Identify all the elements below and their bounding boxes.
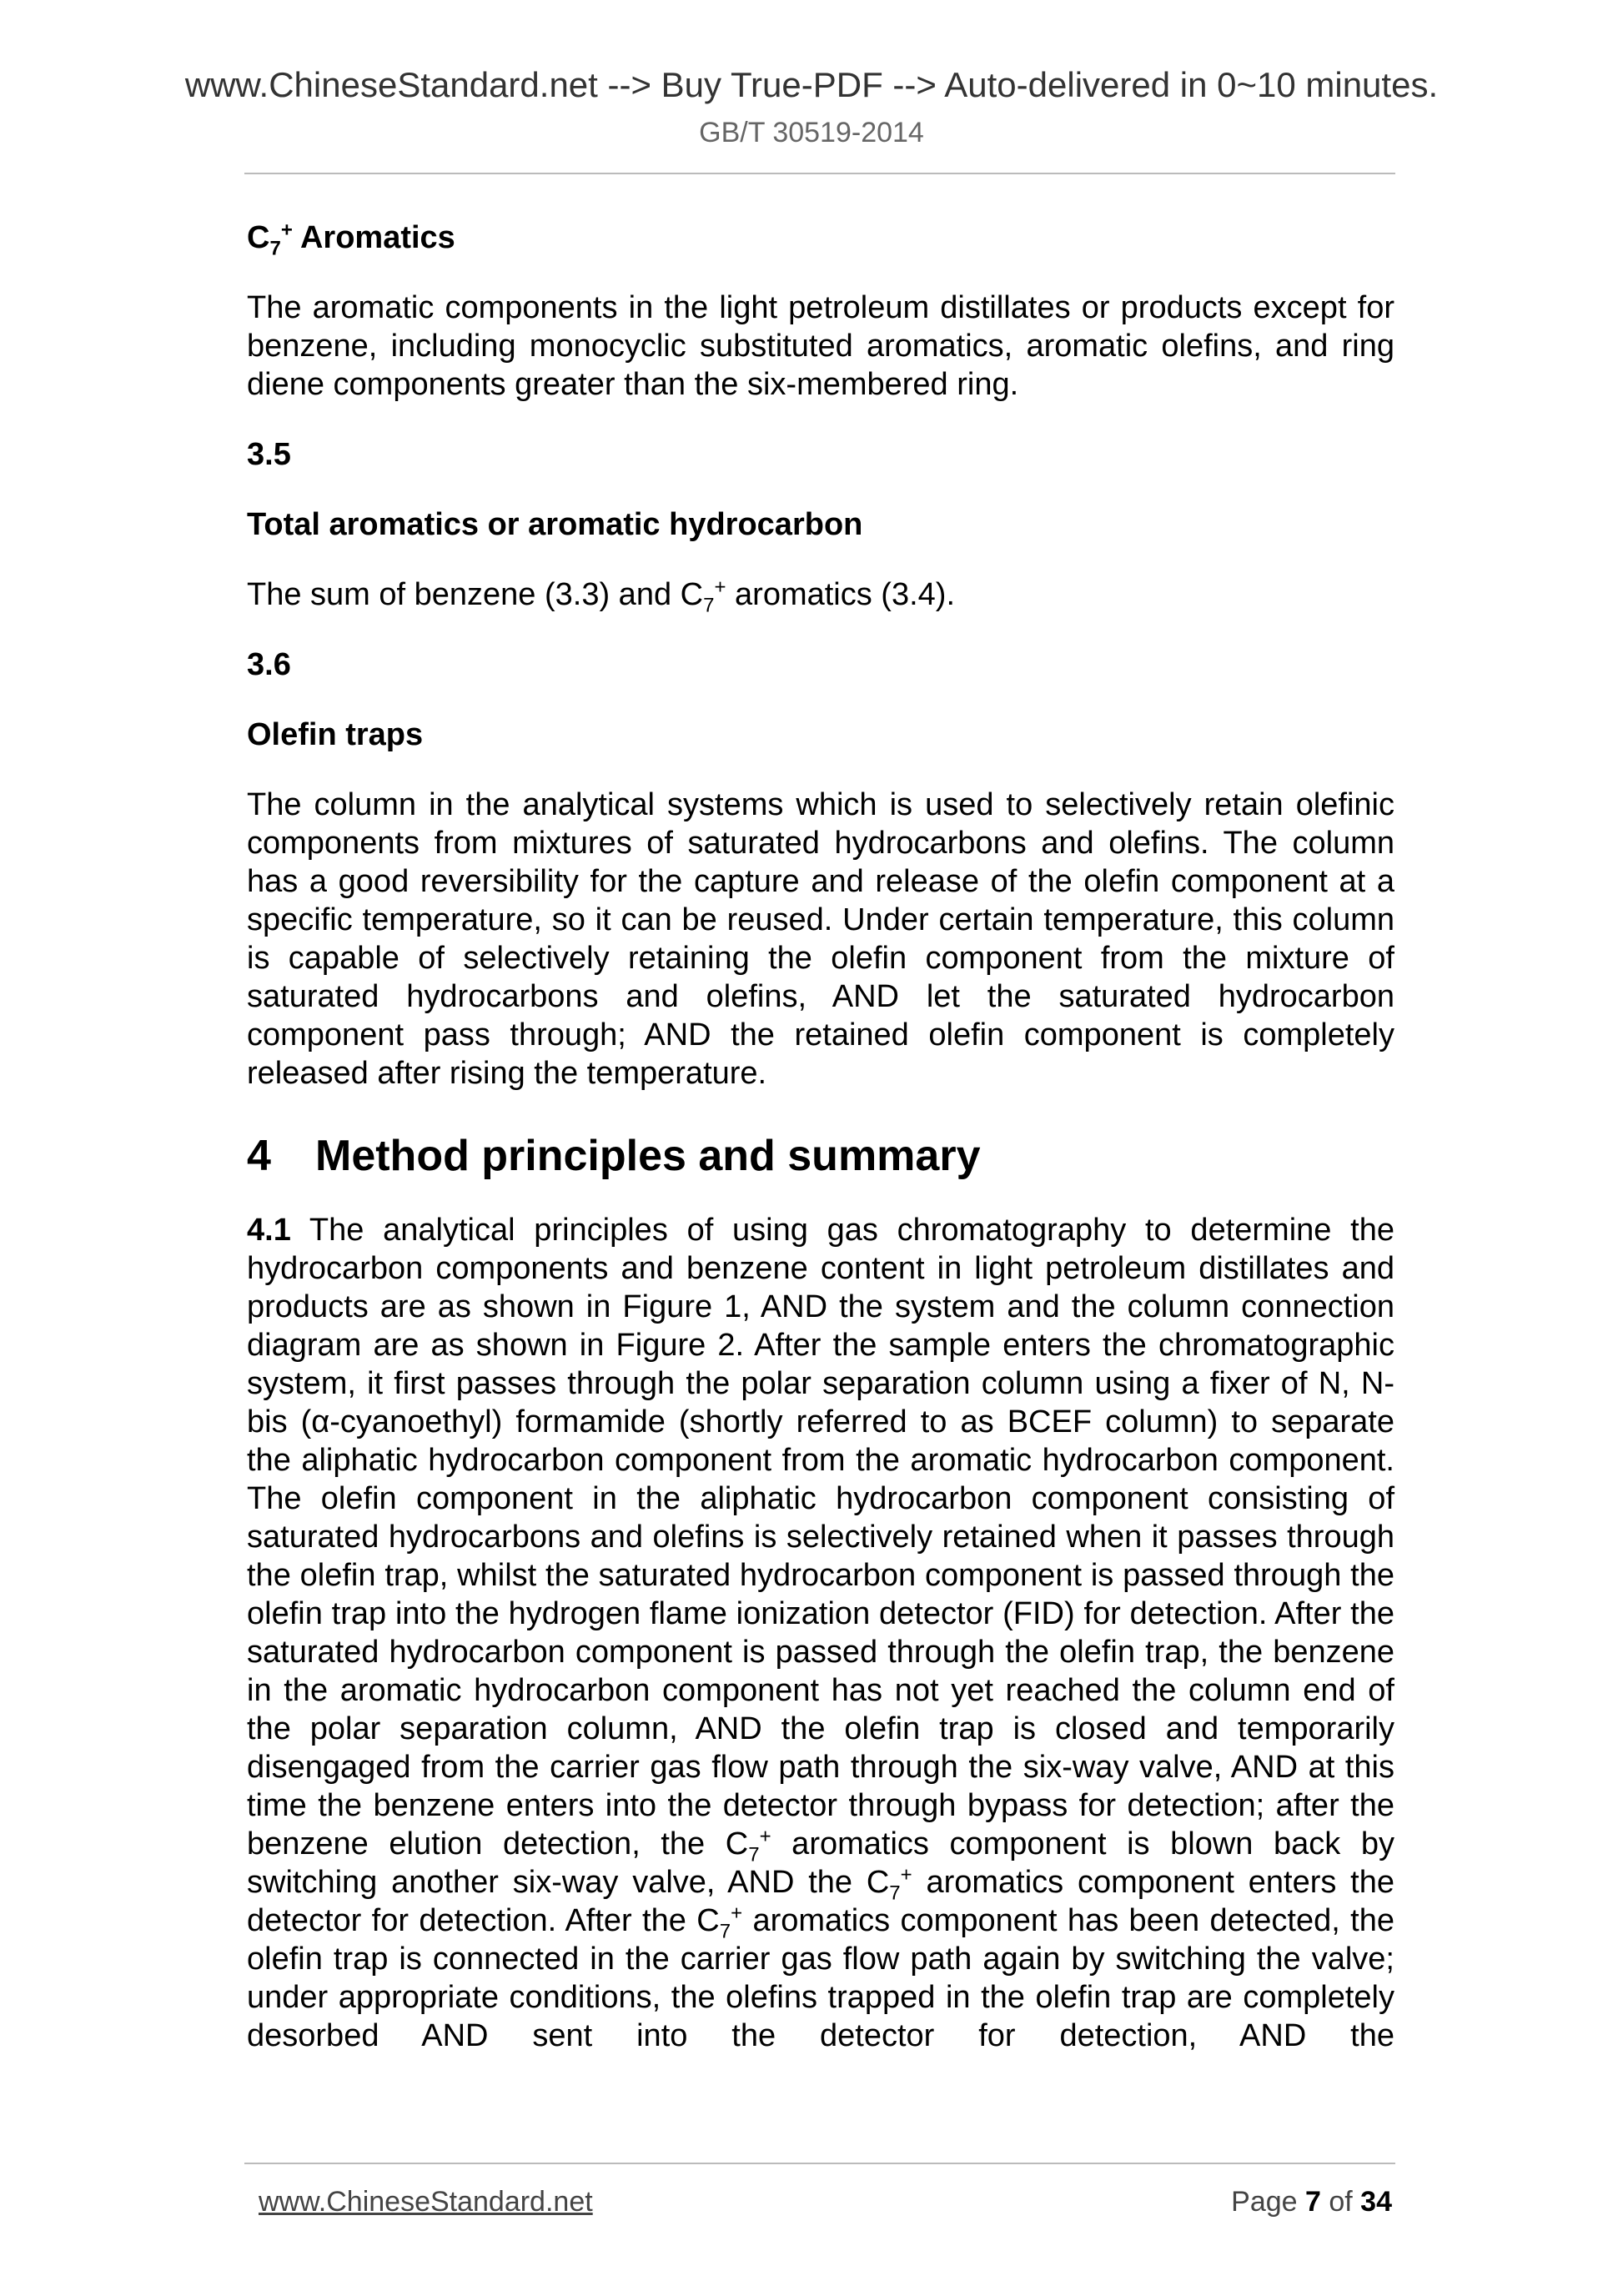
clause-3-6-number: 3.6 [247,647,291,682]
term-3-6-title: Olefin traps [247,717,424,752]
term-3-5-title: Total aromatics or aromatic hydrocarbon [247,507,863,542]
page-number: Page 7 of 34 [1231,2186,1392,2218]
header-divider [244,173,1395,174]
page-body [247,219,1394,2055]
term-3-4-definition: The aromatic components in the light petroleum distillates or products except for benzene, including monocyclic substituted aromatics, aromatic olefins, and ring diene components greater than the six-membered ring. [247,290,1394,402]
term-3-4-title: $C_7^+$ Aromatics [247,219,455,260]
term-3-5-definition: The sum of benzene (3.3) and $C_7^+$ aromatics (3.4). [247,575,956,617]
clause-4-1-paragraph: 4.1 The analytical principles of using gas chromatography to determine the hydrocarbon components and benzene content in light petroleum distillates and products are as shown in Figure 1, AND the system and the column connection diagram are as shown in Figure 2. After the sample enters the chromatographic system, it first passes through the polar separation column using a fixer of N, N-bis (α-cyanoethyl) formamide (shortly referred to as BCEF column) to separate the aliphatic hydrocarbon component from the aromatic hydrocarbon component. The olefin component in the aliphatic hydrocarbon component consisting of saturated hydrocarbons and olefins is selectively retained when it passes through the olefin trap, whilst the saturated hydrocarbon component is passed through the olefin trap into the hydrogen flame ionization detector (FID) for detection. After the saturated hydrocarbon component is passed through the olefin trap, the benzene in the aromatic hydrocarbon component has not yet reached the column end of the polar separation column, AND the olefin trap is closed and temporarily disengaged from the carrier gas flow path through the six-way valve, AND at this time the benzene enters into the detector through bypass for detection; after the benzene elution detection, the $C_7^+$ aromatics component is blown back by switching another six-way valve, AND the $C_7^+$ aromatics component enters the detector for detection. After the $C_7^+$ aromatics component has been detected, the olefin trap is connected in the carrier gas flow path again by switching the valve; under appropriate conditions, the olefins trapped in the olefin trap are completely desorbed AND sent into the detector for detection, AND the [247,1213,1395,2053]
section-4-heading: 4 Method principles and summary [247,1132,981,1180]
standard-number: GB/T 30519-2014 [699,117,924,148]
footer-site-link[interactable]: www.ChineseStandard.net [259,2186,593,2218]
term-3-6-definition: The column in the analytical systems which is used to selectively retain olefinic components from mixtures of saturated hydrocarbons and olefins. The column has a good reversibility for the capture and release of the olefin component at a specific temperature, so it can be reused. Under certain temperature, this column is capable of selectively retaining the olefin component from the mixture of saturated hydrocarbons and olefins, AND let the saturated hydrocarbon component pass through; AND the retained olefin component is completely released after rising the temperature. [247,787,1394,1091]
footer-divider [244,2163,1395,2164]
header-banner: www.ChineseStandard.net --> Buy True-PDF --> Auto-delivered in 0~10 minutes. [184,65,1439,104]
clause-3-5-number: 3.5 [247,437,291,472]
